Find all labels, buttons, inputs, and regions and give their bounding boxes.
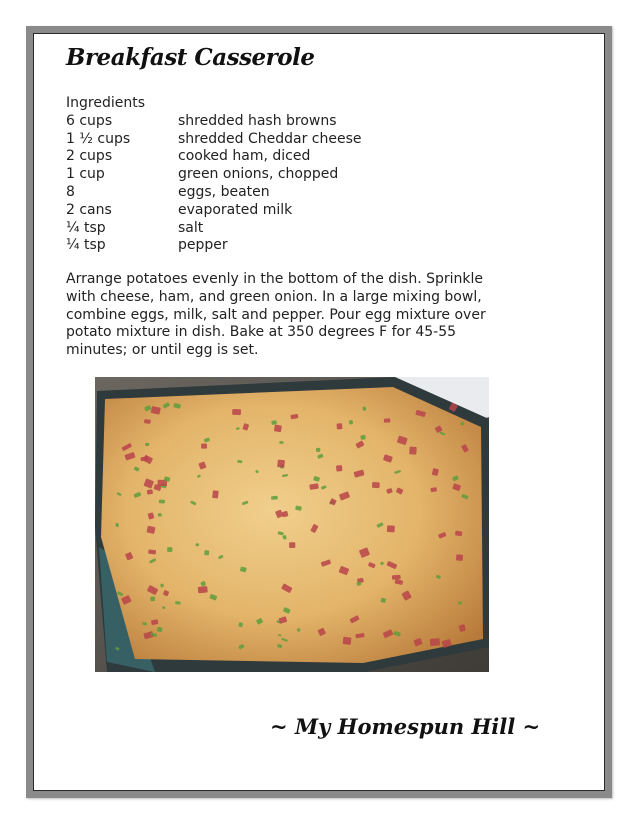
green-onion-piece: [279, 441, 283, 444]
ingredient-row: [66, 131, 361, 149]
casserole-top: [101, 387, 483, 663]
ingredient-quantity: 6 cups: [66, 112, 113, 129]
ingredient-quantity: 2 cans: [66, 201, 112, 218]
recipe-instructions: Arrange potatoes evenly in the bottom of the dish. Sprinkle with cheese, ham, and green onion. In a large mixing bowl, combine eggs, milk, salt and pepper. Pour egg mixture over potato mixture in dish. Bake at 350 degrees F for 45-55 minutes; or until egg is set.: [66, 271, 486, 359]
green-onion-piece: [458, 601, 462, 604]
green-onion-piece: [167, 547, 172, 552]
green-onion-piece: [271, 420, 277, 425]
green-onion-piece: [158, 513, 162, 516]
ham-piece: [392, 575, 401, 580]
ham-piece: [336, 465, 342, 471]
casserole-photo: [95, 377, 489, 672]
ingredient-name: evaporated milk: [178, 201, 293, 218]
green-onion-piece: [145, 443, 149, 446]
green-onion-piece: [297, 628, 300, 631]
ingredient-row: [66, 220, 361, 238]
ingredient-name: eggs, beaten: [178, 183, 270, 200]
ingredient-name: cooked ham, diced: [178, 148, 311, 165]
ham-piece: [274, 425, 282, 433]
ingredient-quantity: ¼ tsp: [66, 219, 106, 236]
ham-piece: [144, 419, 151, 424]
recipe-title: Breakfast Casserole: [66, 44, 315, 71]
ham-piece: [337, 423, 343, 429]
ingredients-heading: Ingredients: [66, 95, 145, 111]
ingredient-name: shredded hash browns: [178, 112, 337, 129]
ingredient-name: green onions, chopped: [178, 166, 339, 183]
ham-piece: [430, 638, 440, 646]
green-onion-piece: [204, 550, 209, 555]
green-onion-piece: [159, 500, 165, 504]
ham-piece: [277, 460, 285, 468]
ingredient-name: salt: [178, 219, 204, 236]
ingredient-quantity: 1 ½ cups: [66, 130, 131, 147]
green-onion-piece: [196, 543, 200, 546]
ham-piece: [343, 637, 352, 645]
ingredient-name: shredded Cheddar cheese: [178, 130, 362, 147]
green-onion-piece: [360, 435, 365, 440]
ingredient-row: [66, 184, 361, 202]
ham-piece: [148, 549, 156, 554]
ingredient-quantity: ¼ tsp: [66, 237, 106, 254]
ham-piece: [201, 443, 207, 448]
ham-piece: [387, 525, 395, 532]
ingredient-quantity: 1 cup: [66, 166, 105, 183]
green-onion-piece: [271, 496, 278, 500]
ingredient-row: [66, 166, 361, 184]
ham-piece: [212, 490, 219, 498]
ham-piece: [232, 409, 241, 415]
ham-piece: [147, 489, 153, 495]
ham-piece: [456, 554, 463, 561]
green-onion-piece: [316, 448, 320, 452]
blog-signature: ~ My Homespun Hill ~: [270, 714, 541, 739]
ingredient-quantity: 8: [66, 183, 75, 200]
ham-piece: [198, 586, 208, 593]
casserole-photo-illustration: [95, 377, 489, 672]
ingredient-quantity: 2 cups: [66, 148, 113, 165]
ham-piece: [409, 447, 417, 455]
ingredient-name: pepper: [178, 237, 228, 254]
green-onion-piece: [157, 627, 163, 633]
green-onion-piece: [150, 596, 155, 601]
ingredient-row: [66, 237, 361, 255]
ham-piece: [384, 418, 391, 422]
ingredient-row: [66, 148, 361, 166]
ingredients-section: [66, 95, 361, 255]
ham-piece: [372, 482, 380, 488]
ham-piece: [289, 542, 295, 548]
ingredient-row: [66, 202, 361, 220]
ingredient-row: [66, 113, 361, 131]
